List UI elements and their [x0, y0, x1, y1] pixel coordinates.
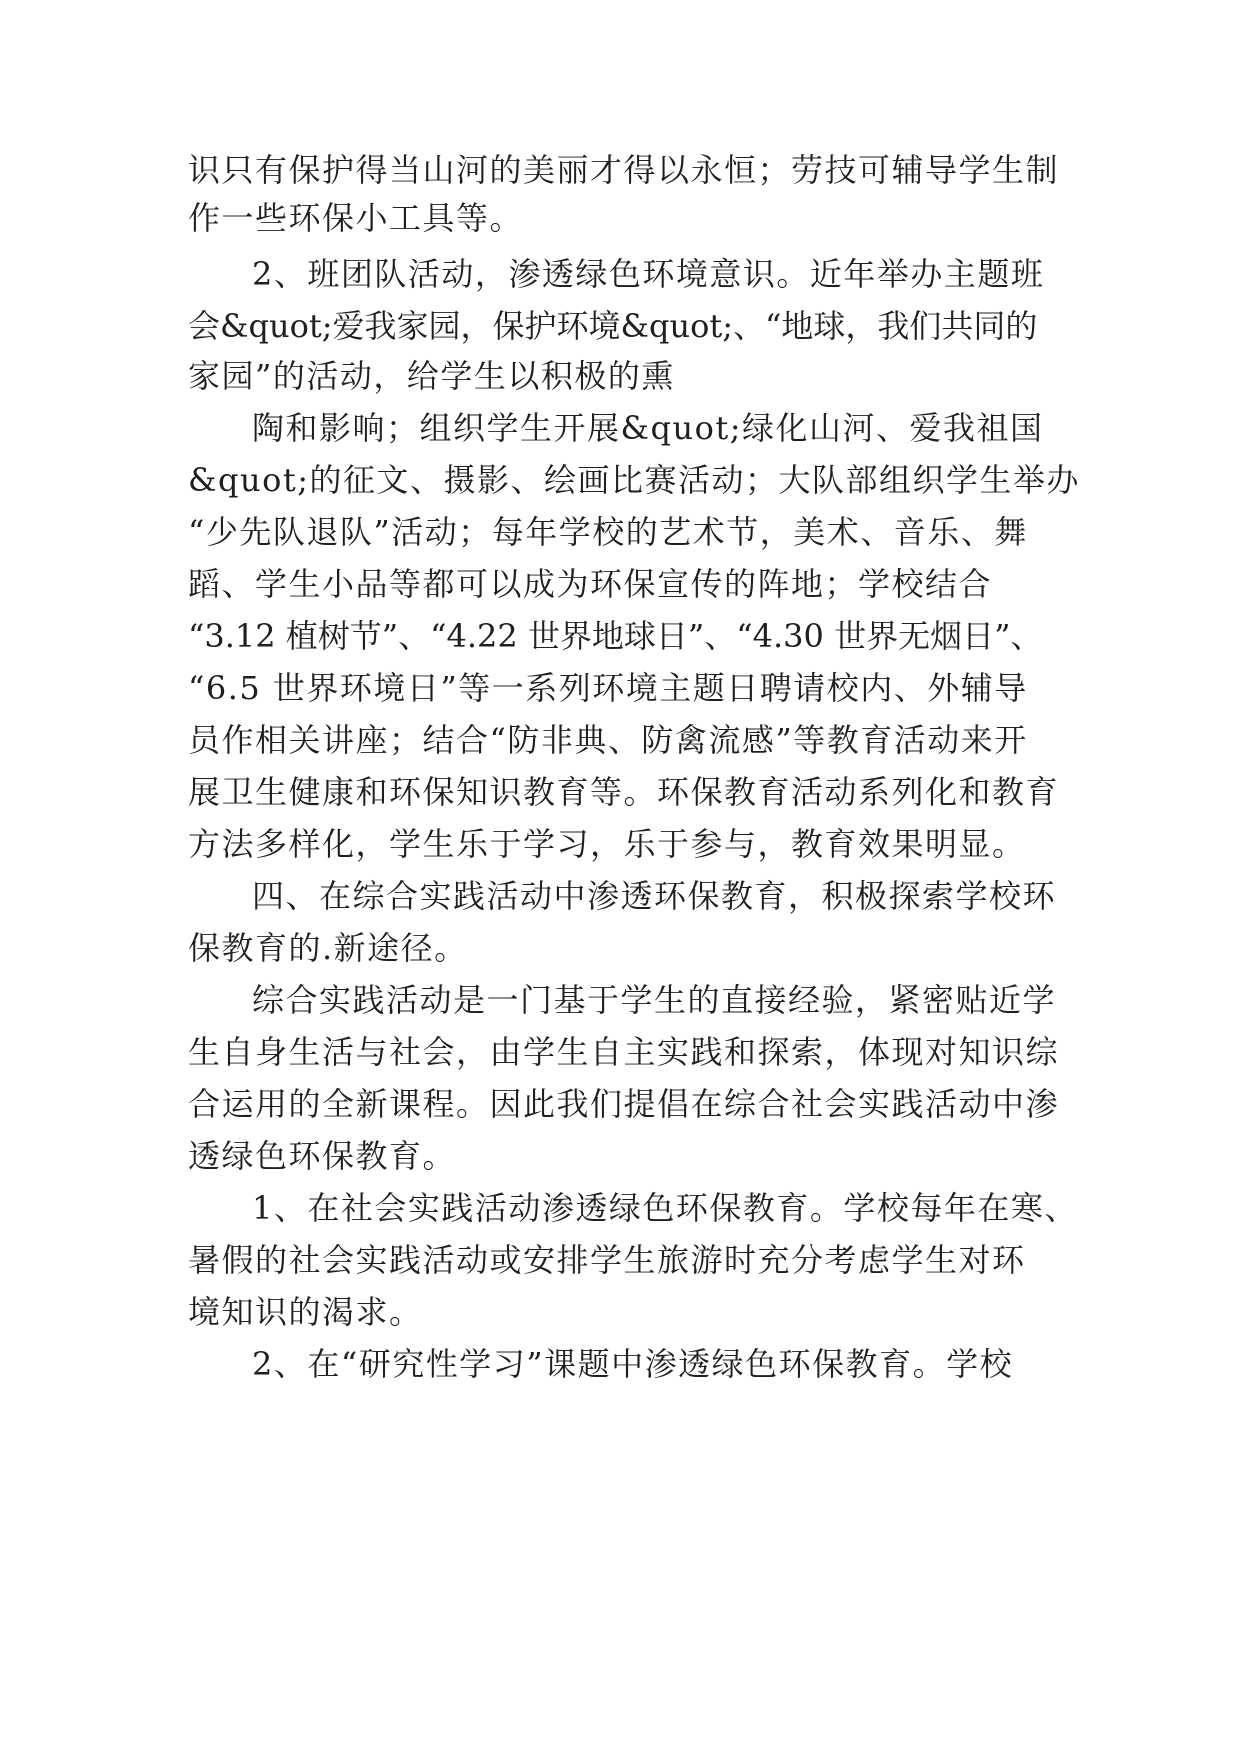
text-line: 会&quot;爱我家园，保护环境&quot;、“地球，我们共同的	[188, 307, 1038, 345]
text-line: 员作相关讲座；结合“防非典、防禽流感”等教育活动来开	[188, 721, 1028, 759]
text-line: 暑假的社会实践活动或安排学生旅游时充分考虑学生对环	[188, 1241, 1026, 1279]
text-line: 蹈、学生小品等都可以成为环保宣传的阵地；学校结合	[188, 565, 993, 603]
text-line: 家园”的活动，给学生以积极的熏	[188, 357, 675, 395]
text-line: 生自身生活与社会，由学生自主实践和探索，体现对知识综	[188, 1033, 1060, 1071]
text-line: 境知识的渴求。	[188, 1293, 423, 1331]
text-line: “少先队退队”活动；每年学校的艺术节，美术、音乐、舞	[188, 513, 1028, 551]
text-line: 透绿色环保教育。	[188, 1137, 457, 1175]
text-line: &quot;的征文、摄影、绘画比赛活动；大队部组织学生举办	[188, 461, 1080, 499]
text-line: 1、在社会实践活动渗透绿色环保教育。学校每年在寒、	[252, 1189, 1078, 1227]
text-line: 识只有保护得当山河的美丽才得以永恒；劳技可辅导学生制	[188, 151, 1060, 189]
text-line: 四、在综合实践活动中渗透环保教育，积极探索学校环	[252, 877, 1057, 915]
text-line: 保教育的.新途径。	[188, 929, 468, 967]
text-line: 陶和影响；组织学生开展&quot;绿化山河、爱我祖国	[252, 409, 1044, 447]
text-line: 作一些环保小工具等。	[188, 199, 524, 237]
text-line: “3.12 植树节”、“4.22 世界地球日”、“4.30 世界无烟日”、	[188, 617, 1043, 655]
text-line: 2、在“研究性学习”课题中渗透绿色环保教育。学校	[252, 1345, 1014, 1383]
text-line: “6.5 世界环境日”等一系列环境主题日聘请校内、外辅导	[188, 669, 1028, 707]
text-line: 综合实践活动是一门基于学生的直接经验，紧密贴近学	[252, 981, 1057, 1019]
text-line: 2、班团队活动，渗透绿色环境意识。近年举办主题班	[252, 255, 1045, 293]
text-line: 展卫生健康和环保知识教育等。环保教育活动系列化和教育	[188, 773, 1060, 811]
text-line: 方法多样化，学生乐于学习，乐于参与，教育效果明显。	[188, 825, 1026, 863]
text-line: 合运用的全新课程。因此我们提倡在综合社会实践活动中渗	[188, 1085, 1060, 1123]
